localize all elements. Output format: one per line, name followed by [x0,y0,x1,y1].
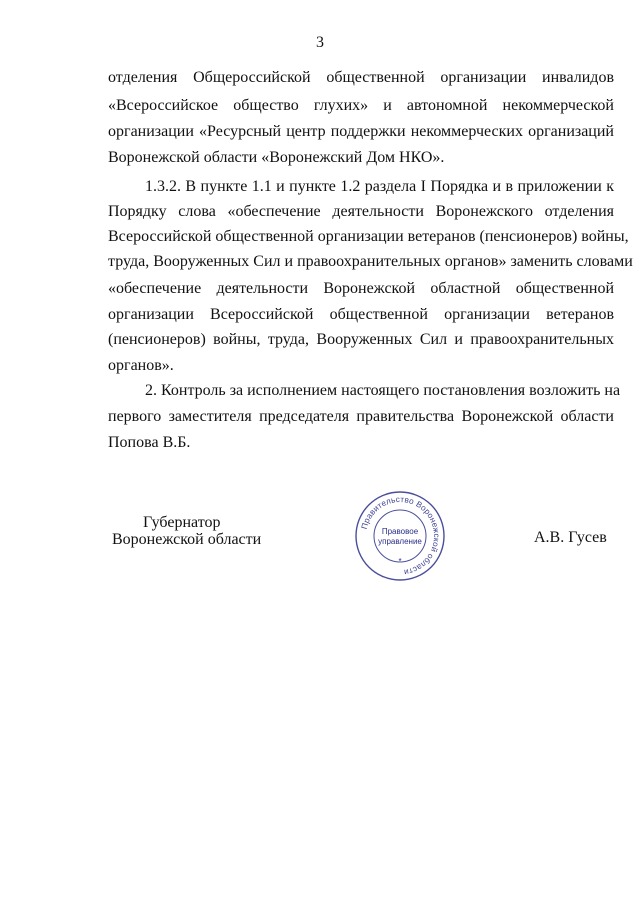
text-line: 2. Контроль за исполнением настоящего постановления возложить на [145,382,621,399]
text-line: Попова В.Б. [108,434,191,451]
signatory-position-line1: Губернатор [143,514,221,531]
text-line: органов». [108,357,174,374]
stamp-seal [354,490,446,582]
signatory-name: А.В. Гусев [534,529,607,546]
signatory-position-line2: Воронежской области [112,531,262,548]
text-line: первого заместителя председателя правительства Воронежской области [108,408,614,425]
text-line: Порядку слова «обеспечение деятельности Воронежского отделения [108,203,614,220]
svg-text:*: * [398,557,402,566]
text-line: «Всероссийское общество глухих» и автономной некоммерческой [108,97,614,114]
text-line: организации Всероссийской общественной организации ветеранов [108,306,614,323]
text-line: (пенсионеров) войны, труда, Вооруженных Сил и правоохранительных [108,331,614,348]
text-line: Всероссийской общественной организации ветеранов (пенсионеров) войны, [108,228,629,245]
text-line: «обеспечение деятельности Воронежской областной общественной [108,280,614,297]
text-line: отделения Общероссийской общественной организации инвалидов [108,69,614,86]
page-number: 3 [316,34,324,51]
official-stamp [354,490,446,582]
text-line: организации «Ресурсный центр поддержки некоммерческих организаций [108,123,614,140]
text-line: 1.3.2. В пункте 1.1 и пункте 1.2 раздела I Порядка и в приложении к [145,178,614,195]
text-line: труда, Вооруженных Сил и правоохранительных органов» заменить словами [108,253,633,270]
stamp-center-line1: Правовое [381,527,419,536]
stamp-ring-text: Правительство Воронежской области [359,494,442,577]
stamp-center-line2: управление [378,537,422,546]
text-line: Воронежской области «Воронежский Дом НКО». [108,149,445,166]
